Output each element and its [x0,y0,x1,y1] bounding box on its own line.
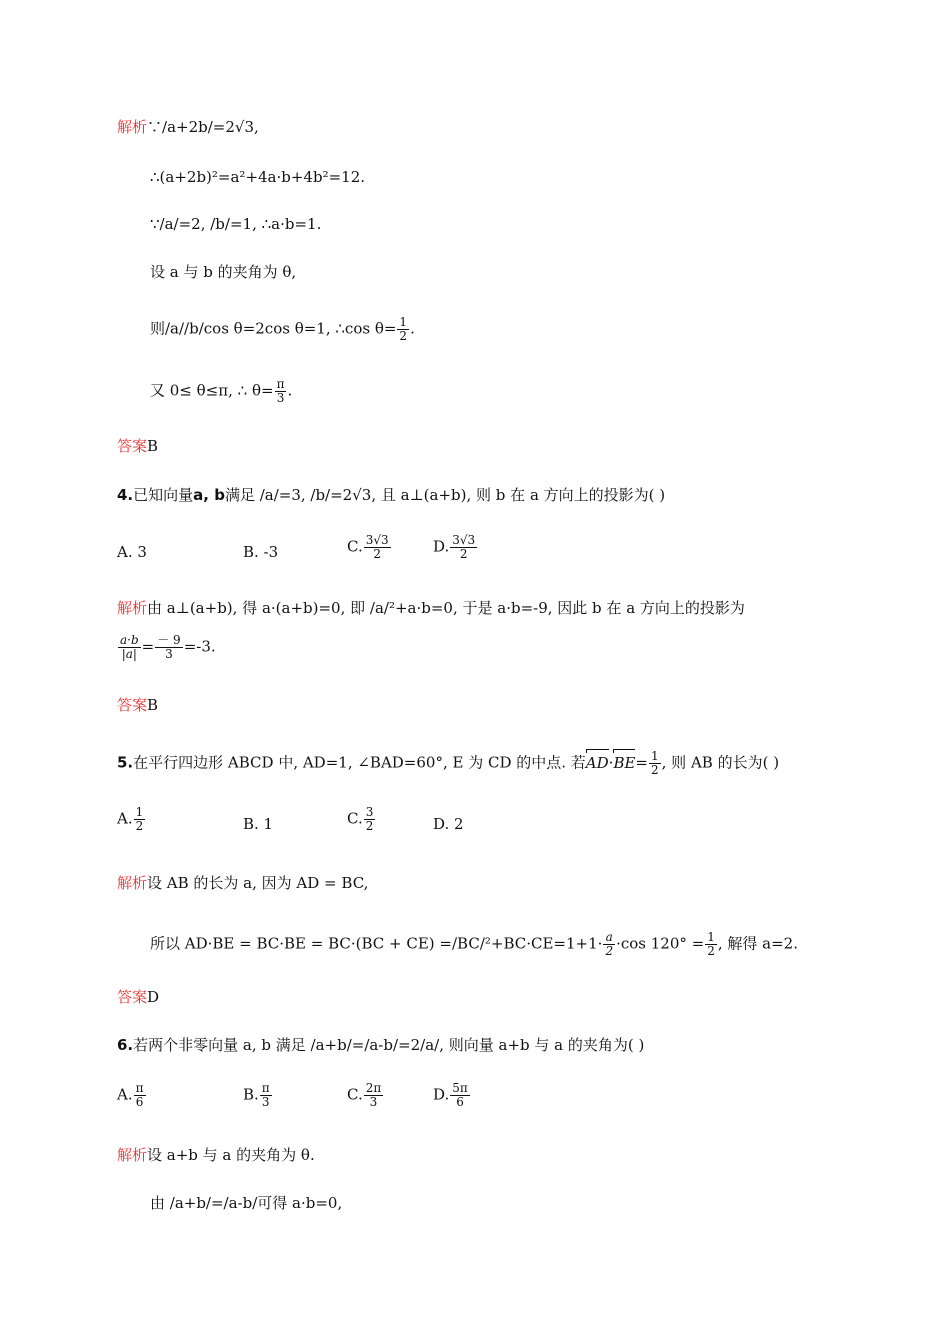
fraction-denominator: |a| [121,647,137,661]
q4-solution-line-2 [117,634,216,661]
answer-label: 答案 [117,696,148,714]
q3-solution-line-5: 则/a//b/cos θ=2cos θ=1, ∴cos θ= $\frac{1}{2}$ . [150,315,415,343]
q3-solution-line-1 [117,117,259,137]
fraction [705,931,717,958]
fraction-numerator: a [603,931,615,945]
vector-ad: AD [585,753,609,772]
answer-label: 答案 [117,988,148,1006]
fraction [260,1082,272,1109]
fraction [450,534,477,561]
q4-solution-tail: =-3. [183,637,216,656]
q6-option-c [347,1082,384,1109]
fraction-numerator: π [135,1081,144,1095]
fraction-numerator: 2π [365,1081,382,1095]
q4-solution-line-1 [117,598,745,618]
fraction-denominator: 2 [605,944,614,958]
fraction-numerator: 3√3 [452,533,476,547]
fraction-denominator: 3 [369,1095,378,1109]
answer-value: B [147,696,159,714]
fraction-denominator: 2 [135,819,144,833]
answer-value: B [147,437,159,455]
q3-answer [117,436,158,456]
q5-option-a [117,806,146,833]
q3-solution-line-2: ∴(a+2b)²=a²+4a·b+4b²=12. [150,168,366,186]
fraction-numerator: π [261,1081,270,1095]
fraction [118,634,141,661]
fraction-numerator: 1 [399,315,408,329]
fraction-denominator: 3 [276,391,285,405]
fraction [397,316,409,343]
q4-option-c [347,534,392,561]
option-label: C. [347,1085,363,1104]
equals-sign: = [635,753,648,772]
q5-solution-line-1 [117,873,368,893]
q4-stem [117,485,665,505]
q4-option-d [433,534,478,561]
analysis-label: 解析 [117,874,148,892]
fraction-denominator: 2 [373,547,381,561]
fraction [134,806,146,833]
answer-label: 答案 [117,437,148,455]
fraction [364,1082,384,1109]
fraction-denominator: 2 [459,547,468,561]
q4-stem-vectors: a, b [193,486,225,504]
fraction-denominator: 2 [651,763,659,777]
q5-solution-text-2: 所以 AD·BE = BC·BE = BC·(BC + CE) =/BC/²+BC·CE=1+1· [150,934,603,953]
option-label: A. [117,1085,133,1104]
fraction [275,378,287,405]
analysis-label: 解析 [117,118,148,136]
q4-option-b: B. -3 [243,543,279,561]
q3-solution-line-6: 又 0≤ θ≤π, ∴ θ= $\frac{\pi}{3}$ . [150,377,293,405]
q4-stem-rest: 满足 /a/=3, /b/=2√3, 且 a⊥(a+b), 则 b 在 a 方向上的投影为( ) [224,486,666,504]
question-number: 6. [117,1036,134,1054]
fraction-denominator: 2 [399,329,408,343]
question-number: 5. [117,753,134,772]
fraction [450,1082,470,1109]
q5-stem [117,750,779,777]
q3-solution-line-3: ∵/a/=2, /b/=1, ∴a·b=1. [150,215,322,233]
q5-stem-text: 在平行四边形 ABCD 中, AD=1, ∠BAD=60°, E 为 CD 的中点. 若 [133,753,586,772]
option-label: C. [347,537,363,556]
option-label: D. [433,537,450,556]
analysis-label: 解析 [117,1146,148,1164]
fraction [155,634,182,661]
fraction-numerator: 1 [651,749,659,763]
q3-solution-text-1: ∵/a+2b/=2√3, [147,118,259,136]
q4-stem-text: 已知向量 [133,486,194,504]
q5-option-c [347,806,376,833]
q6-solution-text-1: 设 a+b 与 a 的夹角为 θ. [147,1146,315,1164]
fraction [649,750,661,777]
dot-operator: · [608,753,614,772]
question-number: 4. [117,486,134,504]
q5-solution-line-2 [150,931,798,958]
fraction-denominator: 3 [261,1095,270,1109]
q3-solution-text-6: 又 0≤ θ≤π, ∴ θ= [150,381,274,400]
option-label: C. [347,809,363,828]
q6-solution-line-2: 由 /a+b/=/a-b/可得 a·b=0, [150,1194,343,1212]
q5-stem-tail: , 则 AB 的长为( ) [661,753,780,772]
q6-solution-line-1 [117,1145,315,1165]
fraction-denominator: 6 [456,1095,464,1109]
fraction-denominator: 6 [135,1095,144,1109]
equals-sign: = [141,637,155,656]
q5-option-b: B. 1 [243,815,274,833]
q5-option-d: D. 2 [433,815,464,833]
fraction [134,1082,146,1109]
q3-solution-line-4: 设 a 与 b 的夹角为 θ, [150,263,297,281]
fraction-numerator: 3 [365,805,374,819]
q4-solution-text-1: 由 a⊥(a+b), 得 a·(a+b)=0, 即 /a/²+a·b=0, 于是 a·b=-9, 因此 b 在 a 方向上的投影为 [147,599,745,617]
fraction [364,806,376,833]
fraction [364,534,391,561]
q6-option-b [243,1082,273,1109]
fraction-denominator: 2 [707,944,715,958]
q6-stem-text: 若两个非零向量 a, b 满足 /a+b/=/a-b/=2/a/, 则向量 a+b 与 a 的夹角为( ) [133,1036,645,1054]
q6-option-a [117,1082,147,1109]
q6-stem [117,1035,644,1055]
option-label: A. [117,809,133,828]
q4-option-a: A. 3 [117,543,147,561]
answer-value: D [147,988,160,1006]
fraction-denominator: 3 [165,647,173,661]
fraction-numerator: 5π [452,1081,468,1095]
option-label: B. [243,1085,259,1104]
fraction [603,931,615,958]
vector-be: BE [613,753,636,772]
q5-solution-text-2c: , 解得 a=2. [717,934,798,953]
fraction-numerator: a·b [120,633,139,647]
fraction-numerator: 1 [707,930,715,944]
q4-answer [117,695,158,715]
q5-solution-text-2b: ·cos 120° = [616,934,705,953]
q5-answer [117,987,159,1007]
fraction-numerator: π [276,377,285,391]
q5-solution-text-1: 设 AB 的长为 a, 因为 AD = BC, [147,874,369,892]
fraction-denominator: 2 [365,819,374,833]
fraction-numerator: 3√3 [365,533,389,547]
fraction-numerator: － 9 [157,633,181,647]
fraction-numerator: 1 [135,805,144,819]
q3-solution-text-5: 则/a//b/cos θ=2cos θ=1, ∴cos θ= [150,319,397,338]
analysis-label: 解析 [117,599,148,617]
option-label: D. [433,1085,450,1104]
q6-option-d [433,1082,471,1109]
